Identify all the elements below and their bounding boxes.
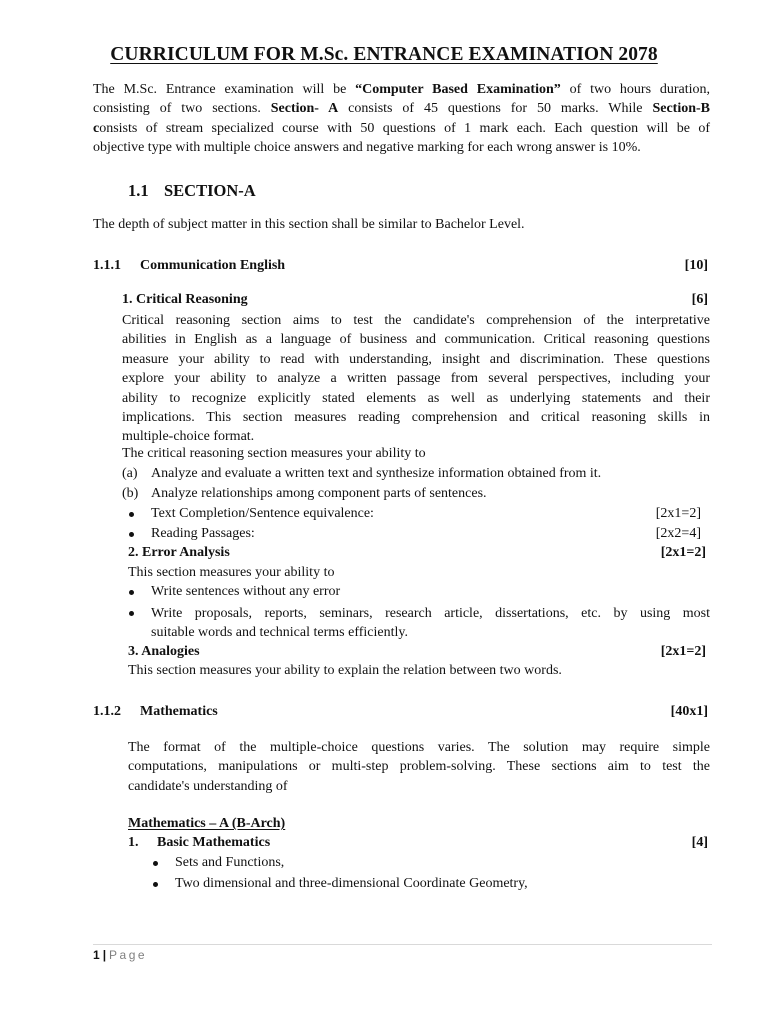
bullet-icon [153, 861, 158, 866]
analogies-description: This section measures your ability to explain the relation between two words. [128, 663, 562, 678]
page-number: 1 [93, 948, 100, 962]
document-title: CURRICULUM FOR M.Sc. ENTRANCE EXAMINATION 2078 [110, 44, 658, 65]
critical-reasoning-marks: [6] [691, 292, 708, 307]
item-label-a: (a) [122, 466, 138, 481]
error-bullet-2-line: suitable words and technical terms efficiently. [151, 625, 408, 641]
intro-text: of two hours duration, [560, 82, 711, 97]
critical-line: Critical reasoning section aims to test the candidate's comprehension of the interpretative [122, 313, 710, 328]
critical-line: measure your ability to read with understanding, insight and discrimination. These questions [122, 351, 710, 367]
bullet-icon [129, 611, 134, 616]
error-bullet-2-line: Write proposals, reports, seminars, research article, dissertations, etc. by using most [151, 606, 710, 621]
critical-measures-text: The critical reasoning section measures your ability to [122, 446, 426, 461]
intro-text: c [93, 120, 100, 136]
critical-reasoning-paragraph [122, 311, 710, 447]
comm-english-number: 1.1.1 [93, 258, 121, 273]
mathematics-title: Mathematics [140, 704, 218, 719]
error-analysis-marks: [2x1=2] [660, 545, 706, 560]
mathematics-line: The format of the multiple-choice questions varies. The solution may require simple [128, 740, 710, 755]
bullet-icon [153, 882, 158, 887]
mathematics-line: computations, manipulations or multi-step problem-solving. These sections aim to test the [128, 759, 710, 775]
basic-math-number: 1. [128, 835, 139, 850]
critical-line: explore your ability to analyze a written passage from several perspectives, including your [122, 371, 710, 387]
analogies-marks: [2x1=2] [660, 644, 706, 659]
intro-line-4: objective type with multiple choice answers and negative marking for each wrong answer is 10%. [93, 140, 641, 156]
comm-english-title: Communication English [140, 258, 286, 273]
mathematics-paragraph [128, 738, 710, 796]
section-a-description: The depth of subject matter in this section shall be similar to Bachelor Level. [93, 217, 525, 232]
bullet-text-completion-marks: [2x1=2] [655, 506, 701, 521]
error-analysis-title: 2. Error Analysis [128, 545, 230, 560]
error-measures-text: This section measures your ability to [128, 565, 335, 580]
section-a-number: 1.1 [128, 181, 149, 200]
intro-text: consists of 45 questions for 50 marks. While [338, 101, 653, 117]
intro-line-1 [93, 80, 710, 99]
intro-line-2 [93, 99, 710, 118]
critical-line: ability to recognize explicitly stated elements as well as underlying statements and their [122, 390, 710, 406]
item-text-a: Analyze and evaluate a written text and synthesize information obtained from it. [151, 466, 602, 481]
analogies-title: 3. Analogies [128, 644, 200, 659]
item-label-b: (b) [122, 486, 139, 501]
bullet-icon [129, 512, 134, 517]
intro-text: onsists of stream specialized course with 50 questions of 1 mark each. Each question will be of [99, 120, 710, 136]
mathematics-marks: [40x1] [670, 704, 708, 719]
bullet-icon [129, 532, 134, 537]
intro-paragraph [93, 80, 710, 158]
bullet-reading-passages: Reading Passages: [151, 526, 255, 541]
intro-text: consisting of two sections. [93, 101, 271, 117]
page-footer [93, 948, 147, 962]
intro-text: The M.Sc. Entrance examination will be [93, 82, 356, 97]
footer-separator: | [102, 948, 107, 962]
critical-line: implications. This section measures reading comprehension and critical reasoning skills in [122, 410, 710, 426]
item-text-b: Analyze relationships among component parts of sentences. [151, 486, 487, 501]
bullet-text-completion: Text Completion/Sentence equivalence: [151, 506, 374, 521]
basic-math-item: Two dimensional and three-dimensional Coordinate Geometry, [175, 876, 528, 891]
comm-english-marks: [10] [684, 258, 708, 273]
section-b-ref: Section-B [652, 101, 710, 117]
critical-line: abilities in English as a language of business and communication. Critical reasoning questions [122, 332, 710, 348]
bullet-icon [129, 590, 134, 595]
mathematics-line: candidate's understanding of [128, 778, 288, 794]
basic-math-marks: [4] [691, 835, 708, 850]
basic-math-title: Basic Mathematics [157, 835, 271, 850]
mathematics-number: 1.1.2 [93, 704, 121, 719]
bullet-reading-passages-marks: [2x2=4] [655, 526, 701, 541]
intro-emphasis: “Computer Based Examination” [355, 82, 561, 97]
critical-reasoning-title: 1. Critical Reasoning [122, 292, 248, 307]
basic-math-item: Sets and Functions, [175, 855, 285, 870]
intro-line-3 [93, 119, 710, 138]
critical-line: multiple-choice format. [122, 429, 255, 445]
footer-divider [93, 944, 712, 945]
section-a-ref: Section- A [270, 101, 339, 117]
section-a-title: SECTION-A [164, 181, 256, 200]
error-bullet-1: Write sentences without any error [151, 584, 341, 599]
mathematics-a-subheading: Mathematics – A (B-Arch) [128, 816, 286, 831]
page-label: Page [109, 948, 148, 962]
error-bullet-2 [151, 604, 710, 643]
